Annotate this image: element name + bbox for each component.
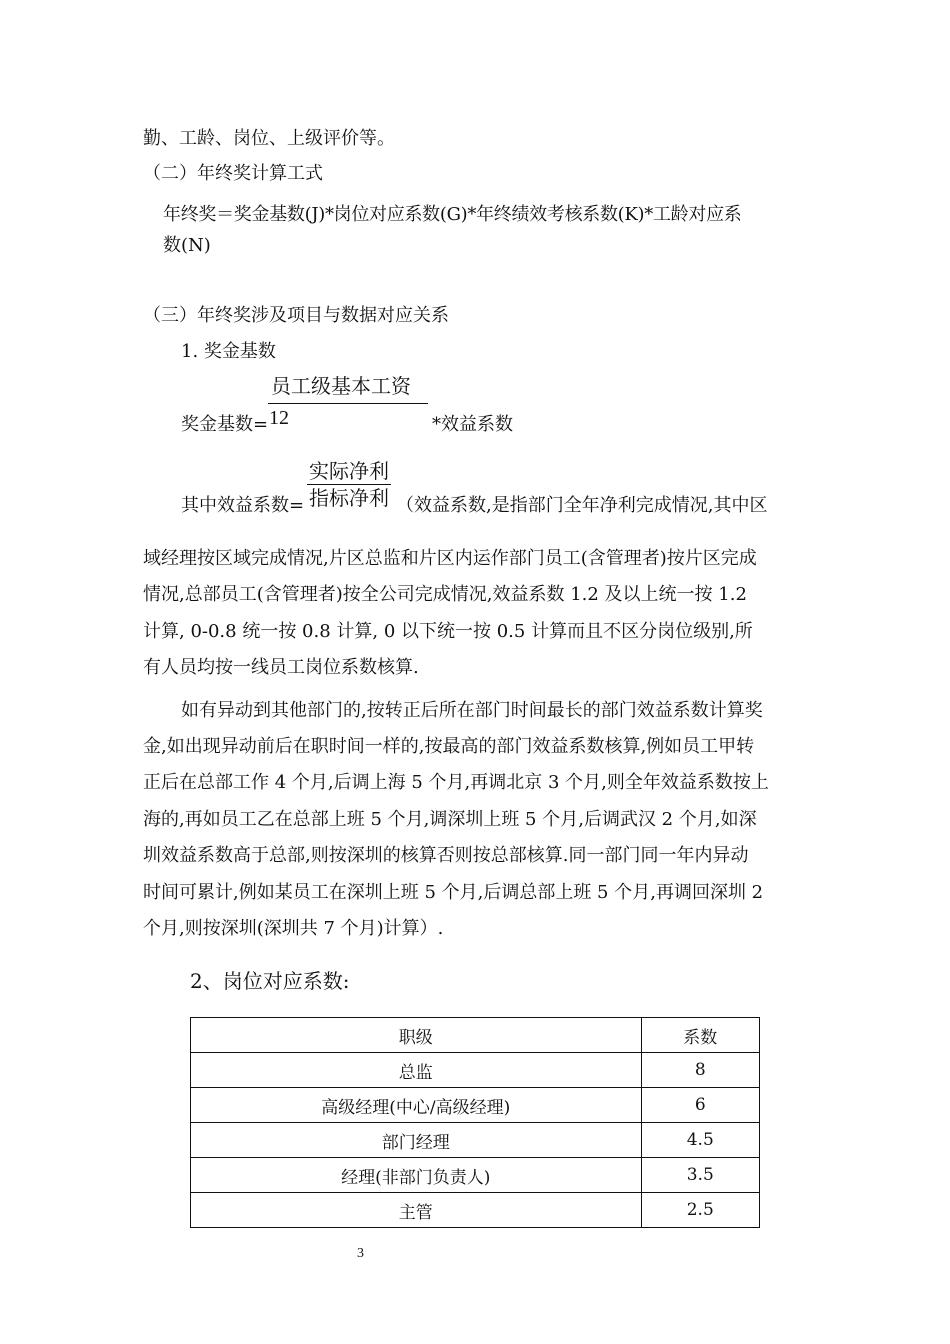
table-cell: 8 xyxy=(641,1053,759,1088)
paragraph-line: 域经理按区域完成情况,片区总监和片区内运作部门员工(含管理者)按片区完成 xyxy=(143,548,757,569)
table-cell: 4.5 xyxy=(641,1123,759,1158)
fraction-numerator: 员工级基本工资 xyxy=(271,374,411,398)
paragraph-line: 金,如出现异动前后在职时间一样的,按最高的部门效益系数核算,例如员工甲转 xyxy=(143,736,755,757)
table-row xyxy=(191,1053,760,1088)
fraction-denominator: 指标净利 xyxy=(309,486,389,510)
section-heading: （三）年终奖涉及项目与数据对应关系 xyxy=(143,305,449,326)
paragraph-text: （效益系数,是指部门全年净利完成情况,其中区 xyxy=(396,495,768,516)
table-cell: 2.5 xyxy=(641,1193,759,1228)
paragraph-line: 计算, 0-0.8 统一按 0.8 计算, 0 以下统一按 0.5 计算而且不区分岗位级别,所 xyxy=(143,621,753,642)
table-cell: 6 xyxy=(641,1088,759,1123)
table-cell: 主管 xyxy=(191,1193,642,1228)
subsection-heading: 1. 奖金基数 xyxy=(181,341,276,362)
table-header: 系数 xyxy=(641,1018,759,1053)
fraction-bar xyxy=(268,403,428,404)
efficiency-multiplier: *效益系数 xyxy=(432,414,513,435)
paragraph-line: 如有异动到其他部门的,按转正后所在部门时间最长的部门效益系数计算奖 xyxy=(181,700,763,721)
paragraph-line: 圳效益系数高于总部,则按深圳的核算否则按总部核算.同一部门同一年内异动 xyxy=(143,845,749,866)
paragraph-line: 时间可累计,例如某员工在深圳上班 5 个月,后调总部上班 5 个月,再调回深圳 2 xyxy=(143,882,764,903)
table-cell: 部门经理 xyxy=(191,1123,642,1158)
table-cell: 3.5 xyxy=(641,1158,759,1193)
position-coefficient-table xyxy=(190,1017,760,1228)
efficiency-label: 其中效益系数= xyxy=(181,495,305,516)
bonus-base-label: 奖金基数= xyxy=(181,414,269,435)
paragraph-line: 有人员均按一线员工岗位系数核算. xyxy=(143,657,419,678)
table-row xyxy=(191,1193,760,1228)
table-row xyxy=(191,1123,760,1158)
fraction-denominator: 12 xyxy=(269,407,289,429)
fraction-bar xyxy=(307,484,391,485)
page-number: 3 xyxy=(357,1246,364,1261)
paragraph-line: 海的,再如员工乙在总部上班 5 个月,调深圳上班 5 个月,后调武汉 2 个月,如深 xyxy=(143,809,757,830)
section-heading: （二）年终奖计算工式 xyxy=(143,163,323,184)
paragraph-line: 个月,则按深圳(深圳共 7 个月)计算）. xyxy=(143,918,444,939)
formula-line: 数(N) xyxy=(163,235,211,256)
table-row xyxy=(191,1158,760,1193)
table-cell: 高级经理(中心/高级经理) xyxy=(191,1088,642,1123)
formula-line: 年终奖＝奖金基数(J)*岗位对应系数(G)*年终绩效考核系数(K)*工龄对应系 xyxy=(163,204,742,225)
table-header: 职级 xyxy=(191,1018,642,1053)
fraction-numerator: 实际净利 xyxy=(309,459,389,483)
paragraph-line: 正后在总部工作 4 个月,后调上海 5 个月,再调北京 3 个月,则全年效益系数按上 xyxy=(143,772,769,793)
paragraph-text: 勤、工龄、岗位、上级评价等。 xyxy=(143,128,395,149)
paragraph-line: 情况,总部员工(含管理者)按全公司完成情况,效益系数 1.2 及以上统一按 1.2 xyxy=(143,584,747,605)
table-cell: 总监 xyxy=(191,1053,642,1088)
subsection-heading: 2、岗位对应系数: xyxy=(190,969,350,993)
table-row xyxy=(191,1088,760,1123)
table-header-row xyxy=(191,1018,760,1053)
table-cell: 经理(非部门负责人) xyxy=(191,1158,642,1193)
